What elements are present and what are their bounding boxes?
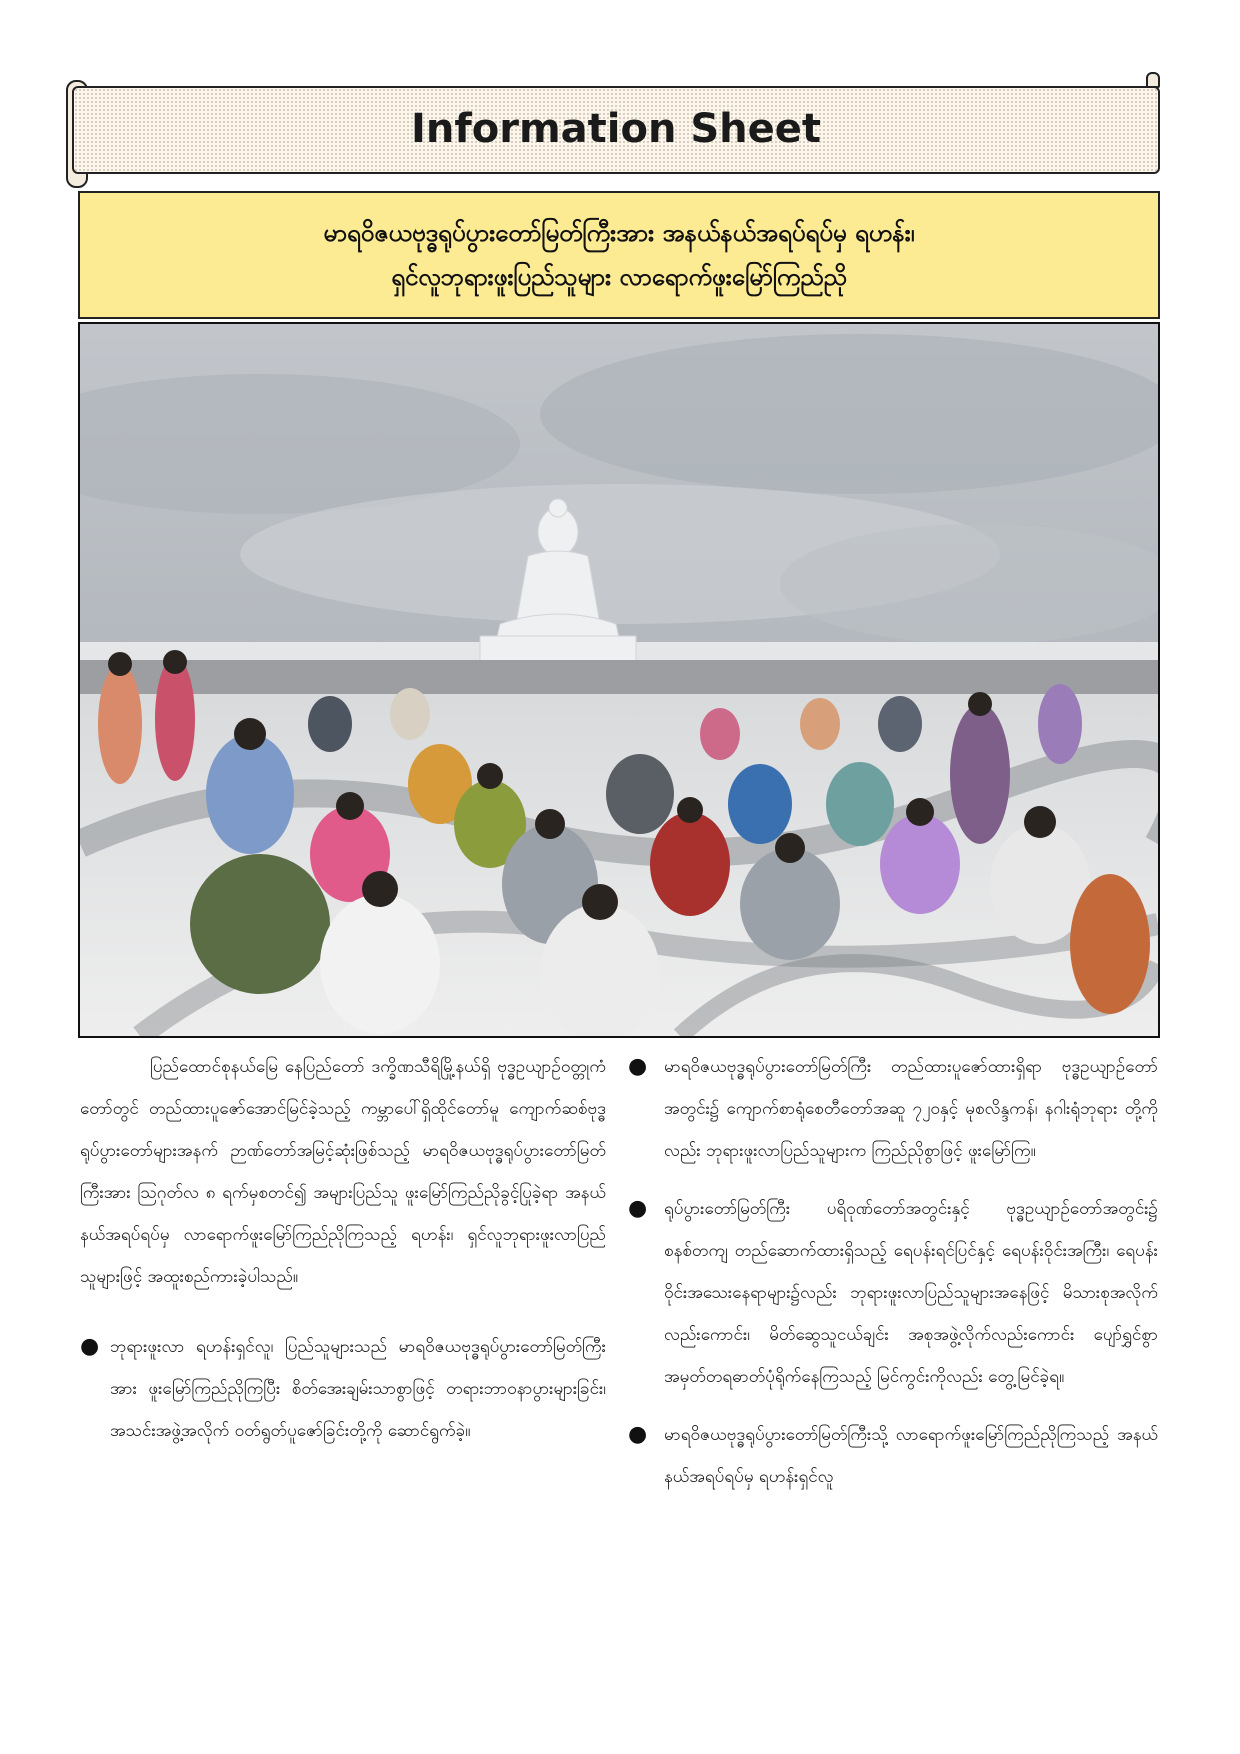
bullet-icon: ● (628, 1054, 648, 1079)
headline-line-1: မာရဝိဇယဗုဒ္ဓရုပ်ပွားတော်မြတ်ကြီးအား အနယ်နယ်အရပ်ရပ်မှ ရဟန်း၊ (323, 219, 915, 247)
intro-paragraph: ပြည်ထောင်စုနယ်မြေ နေပြည်တော် ဒက္ခိဏသီရိမြို့နယ်ရှိ ဗုဒ္ဓဥယျာဉ်ဝတ္တုကံတော်တွင် တည်ထားပူဇော်အောင်မြင်ခဲ့သည့် ကမ္ဘာပေါ်ရှိထိုင်တော်မူ ကျောက်ဆစ်ဗုဒ္ဓရုပ်ပွားတော်များအနက် ဉာဏ်တော်အမြင့်ဆုံးဖြစ်သည့် မာရဝိဇယဗုဒ္ဓရုပ်ပွားတော်မြတ်ကြီးအား ဩဂုတ်လ ၈ ရက်မှစတင်၍ အများပြည်သူ ဖူးမြော်ကြည်ညိုခွင့်ပြုခဲ့ရာ အနယ်နယ်အရပ်ရပ်မှ လာရောက်ဖူးမြော်ကြည်ညိုကြသည့် ရဟန်း၊ ရှင်လူဘုရားဖူးလာပြည်သူများဖြင့် အထူးစည်ကားခဲ့ပါသည်။ (80, 1057, 606, 1287)
bullet-text: မာရဝိဇယဗုဒ္ဓရုပ်ပွားတော်မြတ်ကြီး တည်ထားပူဇော်ထားရှိရာ ဗုဒ္ဓဥယျာဉ်တော်အတွင်း၌ ကျောက်စာရုံစေတီတော်အဆူ ၇၂၀နှင့် မုစလိန္ဒကန်၊ နဂါးရုံဘုရား တို့ကိုလည်း ဘုရားဖူးလာပြည်သူများက ကြည်ညိုစွာဖြင့် ဖူးမြော်ကြ။ (664, 1057, 1158, 1161)
bullet-icon: ● (80, 1334, 100, 1359)
bullet-icon: ● (628, 1196, 648, 1221)
buddha-statue-crowd-photo (78, 322, 1160, 1038)
right-column (628, 1046, 1158, 1514)
list-item (628, 1414, 1158, 1498)
list-item (80, 1326, 606, 1452)
left-column (80, 1046, 606, 1452)
scroll-curl-right (1146, 72, 1160, 88)
list-item (628, 1188, 1158, 1398)
bullet-text: ရုပ်ပွားတော်မြတ်ကြီး ပရိဝုဏ်တော်အတွင်းနှင့် ဗုဒ္ဓဥယျာဉ်တော်အတွင်း၌ စနစ်တကျ တည်ဆောက်ထားရှိသည့် ရေပန်းရင်ပြင်နှင့် ရေပန်းဝိုင်းအကြီး၊ ရေပန်းဝိုင်းအသေးနေရာများ၌လည်း ဘုရားဖူးလာပြည်သူများအနေဖြင့် မိသားစုအလိုက်လည်းကောင်း၊ မိတ်ဆွေသူငယ်ချင်း အစုအဖွဲ့လိုက်လည်းကောင်း ပျော်ရွှင်စွာ အမှတ်တရဓာတ်ပုံရိုက်နေကြသည့် မြင်ကွင်းကိုလည်း တွေ့မြင်ခဲ့ရ။ (664, 1199, 1158, 1387)
bullet-text: ဘုရားဖူးလာ ရဟန်းရှင်လူ၊ ပြည်သူများသည် မာရဝိဇယဗုဒ္ဓရုပ်ပွားတော်မြတ်ကြီးအား ဖူးမြော်ကြည်ညိုကြပြီး စိတ်အေးချမ်းသာစွာဖြင့် တရားဘာဝနာပွားများခြင်း၊ အသင်းအဖွဲ့အလိုက် ဝတ်ရွတ်ပူဇော်ခြင်းတို့ကို ဆောင်ရွက်ခဲ့။ (110, 1337, 606, 1441)
bullet-text: မာရဝိဇယဗုဒ္ဓရုပ်ပွားတော်မြတ်ကြီးသို့ လာရောက်ဖူးမြော်ကြည်ညိုကြသည့် အနယ်နယ်အရပ်ရပ်မှ ရဟန်းရှင်လူ (664, 1425, 1158, 1487)
bullet-icon: ● (628, 1422, 648, 1447)
info-sheet-banner (72, 86, 1160, 174)
list-item (628, 1046, 1158, 1172)
headline-box (78, 191, 1160, 319)
headline-line-2: ရှင်လူဘုရားဖူးပြည်သူများ လာရောက်ဖူးမြော်ကြည်ညို (391, 263, 847, 291)
page-title: Information Sheet (410, 106, 822, 152)
